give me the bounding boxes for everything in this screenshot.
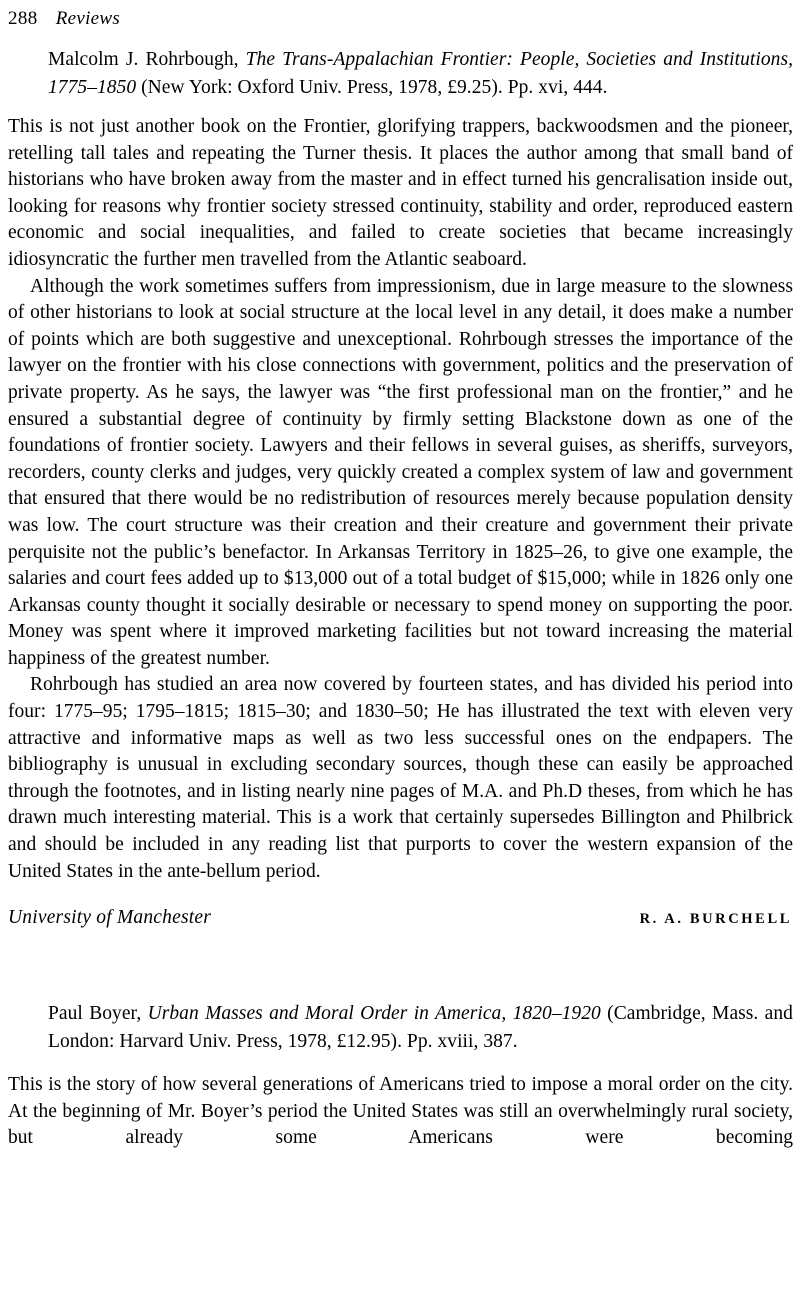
review-paragraph: This is the story of how several generations of Americans tried to impose a moral order on the city. At the beginning of Mr. Boyer’s period the United States was still an overwhelmingly rural society, but already some Americans were becoming (8, 1074, 793, 1149)
section-gap (8, 932, 793, 1000)
citation-author: Paul Boyer, (48, 1003, 148, 1025)
review-citation (48, 46, 793, 101)
reviewer-affiliation: University of Manchester (8, 907, 211, 929)
running-head-title: Reviews (55, 8, 121, 29)
citation-imprint: (Cambridge, Mass. and London: Harvard Univ. Press, 1978, £12.95). Pp. xviii, 387. (48, 1003, 793, 1052)
running-head (8, 0, 793, 32)
citation-title: Urban Masses and Moral Order in America, 1820–1920 (147, 1003, 601, 1025)
page-number: 288 (8, 8, 38, 29)
citation-title: The Trans-Appalachian Frontier: People, Societies and Institutions, 1775–1850 (48, 49, 794, 98)
review-paragraph: Rohrbough has studied an area now covered by fourteen states, and has divided his period into four: 1775–95; 1795–1815; 1815–30; and 1830–50; He has illustrated the text with eleven very attractive and informative maps as well as two less successful ones on the endpapers. The bibliography is unusual in excluding secondary sources, though these can easily be approached through the footnotes, and in listing nearly nine pages of M.A. and Ph.D theses, from which he has drawn much interesting material. This is a work that certainly supersedes Billington and Philbrick and should be included in any reading list that purports to cover the western expansion of the United States in the ante-bellum period. (8, 674, 793, 882)
page-content (8, 0, 793, 1152)
reviewer-name: R. A. BURCHELL (639, 911, 792, 928)
review-signature (8, 905, 793, 932)
citation-imprint: (New York: Oxford Univ. Press, 1978, £9.25). Pp. xvi, 444. (136, 76, 608, 98)
review-citation (48, 1000, 793, 1055)
review-paragraph: Although the work sometimes suffers from impressionism, due in large measure to the slowness of other historians to look at social structure at the local level in any detail, it does make a number of points which are both suggestive and unexceptional. Rohrbough stresses the importance of the lawyer on the frontier with his close connections with government, politics and the preservation of private property. As he says, the lawyer was “the first professional man on the frontier,” and he ensured a substantial degree of continuity by firmly setting Blackstone down as one of the foundations of frontier society. Lawyers and their fellows in several guises, as sheriffs, surveyors, recorders, county clerks and judges, very quickly created a complex system of law and government that ensured that there would be no redistribution of resources merely because population density was low. The court structure was their creation and their creature and government their private perquisite not the public’s benefactor. In Arkansas Territory in 1825–26, to give one example, the salaries and court fees added up to $13,000 out of a total budget of $15,000; while in 1826 only one Arkansas county thought it socially desirable or necessary to spend money on supporting the poor. Money was spent where it improved marketing facilities but not toward increasing the material happiness of the greatest number. (8, 275, 793, 669)
citation-author: Malcolm J. Rohrbough, (48, 49, 246, 70)
review-paragraph: This is not just another book on the Frontier, glorifying trappers, backwoodsmen and the pioneer, retelling tall tales and repeating the Turner thesis. It places the author among that small band of historians who have broken away from the master and in effect turned his gencralisation inside out, looking for reasons why frontier society stressed continuity, stability and order, reproduced eastern economic and social inequalities, and failed to create societies that became increasingly idiosyncratic the further men travelled from the Atlantic seaboard. (8, 116, 793, 270)
